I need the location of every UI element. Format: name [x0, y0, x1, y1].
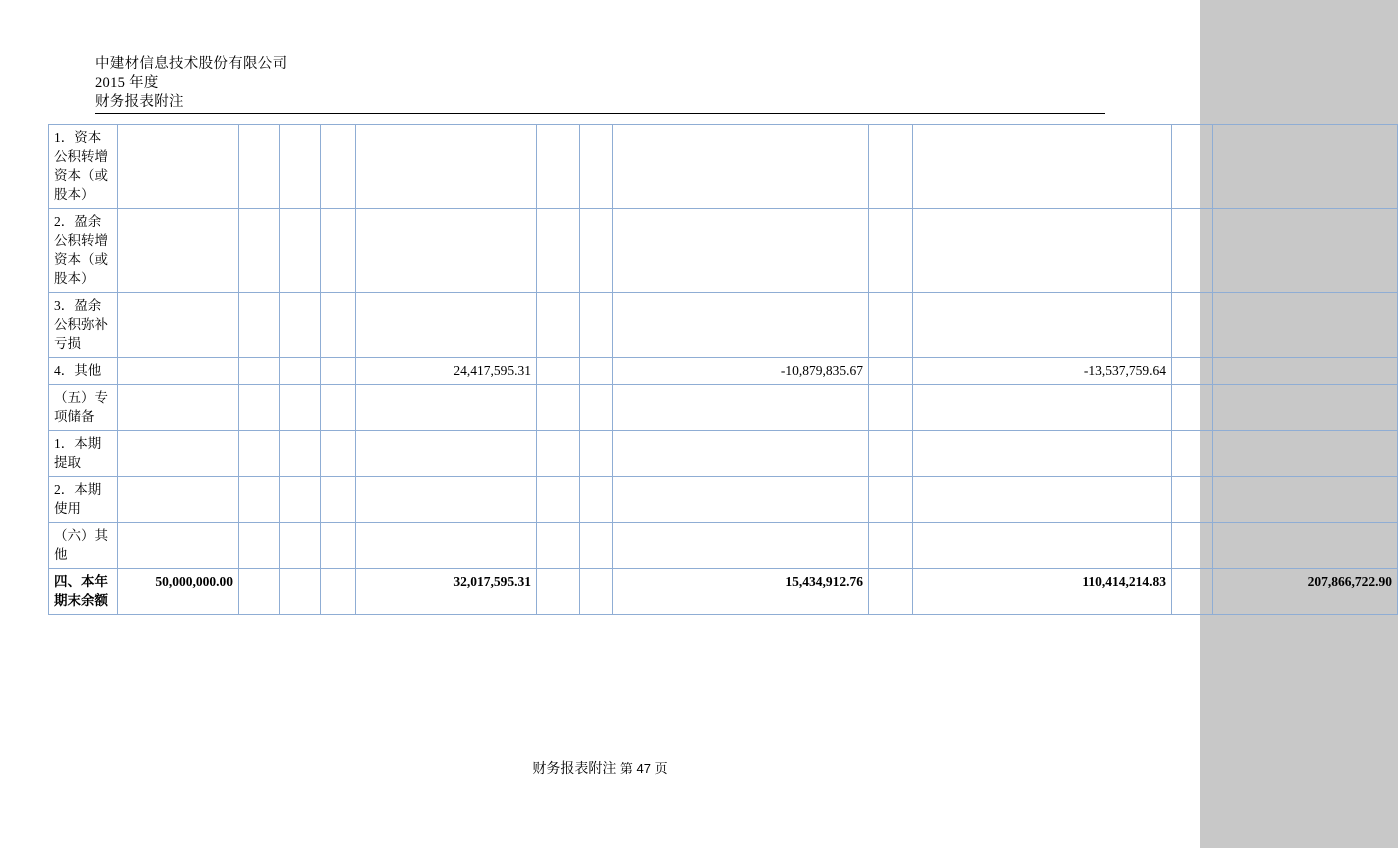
- row-cell-9: -10,879,835.67: [613, 358, 869, 385]
- row-cell-11: [913, 477, 1172, 523]
- row-cell-7: [537, 358, 580, 385]
- row-cell-10: [869, 358, 913, 385]
- row-label: 四、本年期末余额: [49, 569, 118, 615]
- row-cell-13: 207,866,722.90: [1213, 569, 1398, 615]
- row-cell-2: [118, 209, 239, 293]
- row-cell-13: [1213, 358, 1398, 385]
- row-cell-9: 15,434,912.76: [613, 569, 869, 615]
- row-cell-12: [1172, 358, 1213, 385]
- row-cell-4: [280, 385, 321, 431]
- table-row: [49, 358, 1398, 385]
- row-cell-10: [869, 293, 913, 358]
- row-cell-6: [356, 477, 537, 523]
- row-cell-4: [280, 293, 321, 358]
- row-cell-12: [1172, 385, 1213, 431]
- row-label: 3．盈余公积弥补亏损: [49, 293, 118, 358]
- row-cell-11: 110,414,214.83: [913, 569, 1172, 615]
- row-cell-8: [580, 125, 613, 209]
- row-cell-5: [321, 431, 356, 477]
- row-label: （五）专项储备: [49, 385, 118, 431]
- row-cell-8: [580, 523, 613, 569]
- row-cell-8: [580, 358, 613, 385]
- row-cell-5: [321, 385, 356, 431]
- row-cell-8: [580, 293, 613, 358]
- row-cell-5: [321, 523, 356, 569]
- row-cell-13: [1213, 523, 1398, 569]
- row-cell-10: [869, 431, 913, 477]
- row-cell-10: [869, 385, 913, 431]
- row-cell-11: [913, 209, 1172, 293]
- row-label: 4．其他: [49, 358, 118, 385]
- row-cell-8: [580, 569, 613, 615]
- footer-title: 财务报表附注: [532, 762, 617, 777]
- row-cell-10: [869, 477, 913, 523]
- row-cell-4: [280, 358, 321, 385]
- row-cell-11: [913, 431, 1172, 477]
- row-cell-7: [537, 385, 580, 431]
- row-cell-12: [1172, 293, 1213, 358]
- header-divider: [95, 113, 1105, 114]
- row-cell-7: [537, 125, 580, 209]
- row-cell-9: [613, 477, 869, 523]
- row-cell-5: [321, 569, 356, 615]
- row-cell-2: [118, 477, 239, 523]
- row-cell-13: [1213, 477, 1398, 523]
- row-cell-13: [1213, 385, 1398, 431]
- row-cell-7: [537, 293, 580, 358]
- page-header: [95, 55, 287, 112]
- row-cell-5: [321, 125, 356, 209]
- row-cell-10: [869, 209, 913, 293]
- row-cell-3: [239, 431, 280, 477]
- row-cell-4: [280, 477, 321, 523]
- table-row: [49, 523, 1398, 569]
- row-cell-6: [356, 431, 537, 477]
- row-cell-13: [1213, 125, 1398, 209]
- row-cell-6: [356, 523, 537, 569]
- row-cell-3: [239, 523, 280, 569]
- header-company: 中建材信息技术股份有限公司: [95, 56, 288, 72]
- row-cell-12: [1172, 431, 1213, 477]
- row-cell-12: [1172, 523, 1213, 569]
- row-cell-11: -13,537,759.64: [913, 358, 1172, 385]
- row-cell-3: [239, 209, 280, 293]
- row-cell-8: [580, 477, 613, 523]
- row-cell-12: [1172, 569, 1213, 615]
- row-cell-3: [239, 385, 280, 431]
- row-cell-3: [239, 293, 280, 358]
- page-footer: [0, 758, 1200, 778]
- row-cell-5: [321, 477, 356, 523]
- row-cell-7: [537, 477, 580, 523]
- row-cell-6: [356, 125, 537, 209]
- row-cell-2: [118, 125, 239, 209]
- row-label: 2．本期使用: [49, 477, 118, 523]
- table-row: [49, 125, 1398, 209]
- row-cell-9: [613, 209, 869, 293]
- row-label: 2．盈余公积转增资本（或股本）: [49, 209, 118, 293]
- row-cell-9: [613, 125, 869, 209]
- row-cell-4: [280, 569, 321, 615]
- row-cell-2: [118, 385, 239, 431]
- equity-change-table: [48, 124, 1398, 615]
- row-cell-12: [1172, 477, 1213, 523]
- row-cell-2: 50,000,000.00: [118, 569, 239, 615]
- row-label: 1．本期提取: [49, 431, 118, 477]
- row-cell-9: [613, 431, 869, 477]
- row-cell-11: [913, 293, 1172, 358]
- row-cell-11: [913, 523, 1172, 569]
- row-cell-8: [580, 209, 613, 293]
- row-cell-6: 24,417,595.31: [356, 358, 537, 385]
- row-cell-4: [280, 523, 321, 569]
- row-cell-10: [869, 569, 913, 615]
- row-cell-4: [280, 431, 321, 477]
- row-cell-2: [118, 358, 239, 385]
- row-cell-3: [239, 569, 280, 615]
- row-cell-2: [118, 523, 239, 569]
- row-cell-7: [537, 523, 580, 569]
- row-cell-11: [913, 125, 1172, 209]
- row-cell-2: [118, 431, 239, 477]
- row-cell-2: [118, 293, 239, 358]
- row-cell-13: [1213, 431, 1398, 477]
- row-cell-8: [580, 431, 613, 477]
- row-cell-13: [1213, 209, 1398, 293]
- footer-page-number: 第 47 页: [619, 761, 668, 776]
- table-row: [49, 385, 1398, 431]
- row-cell-5: [321, 209, 356, 293]
- row-cell-6: 32,017,595.31: [356, 569, 537, 615]
- row-cell-4: [280, 209, 321, 293]
- row-cell-7: [537, 431, 580, 477]
- table-row-total: [49, 569, 1398, 615]
- row-cell-7: [537, 569, 580, 615]
- row-cell-9: [613, 385, 869, 431]
- row-cell-3: [239, 358, 280, 385]
- row-cell-6: [356, 209, 537, 293]
- row-cell-6: [356, 293, 537, 358]
- table-body: [49, 125, 1398, 615]
- row-cell-10: [869, 523, 913, 569]
- row-label: 1．资本公积转增资本（或股本）: [49, 125, 118, 209]
- row-cell-9: [613, 293, 869, 358]
- table-row: [49, 293, 1398, 358]
- row-label: （六）其他: [49, 523, 118, 569]
- header-doc-title: 财务报表附注: [95, 94, 184, 110]
- row-cell-10: [869, 125, 913, 209]
- row-cell-13: [1213, 293, 1398, 358]
- row-cell-3: [239, 125, 280, 209]
- table-row: [49, 477, 1398, 523]
- table-row: [49, 431, 1398, 477]
- row-cell-6: [356, 385, 537, 431]
- row-cell-3: [239, 477, 280, 523]
- row-cell-7: [537, 209, 580, 293]
- row-cell-4: [280, 125, 321, 209]
- row-cell-11: [913, 385, 1172, 431]
- row-cell-8: [580, 385, 613, 431]
- equity-change-table-wrapper: [48, 124, 1392, 615]
- header-year: 2015 年度: [95, 75, 159, 91]
- row-cell-5: [321, 358, 356, 385]
- row-cell-9: [613, 523, 869, 569]
- row-cell-5: [321, 293, 356, 358]
- row-cell-12: [1172, 209, 1213, 293]
- row-cell-12: [1172, 125, 1213, 209]
- table-row: [49, 209, 1398, 293]
